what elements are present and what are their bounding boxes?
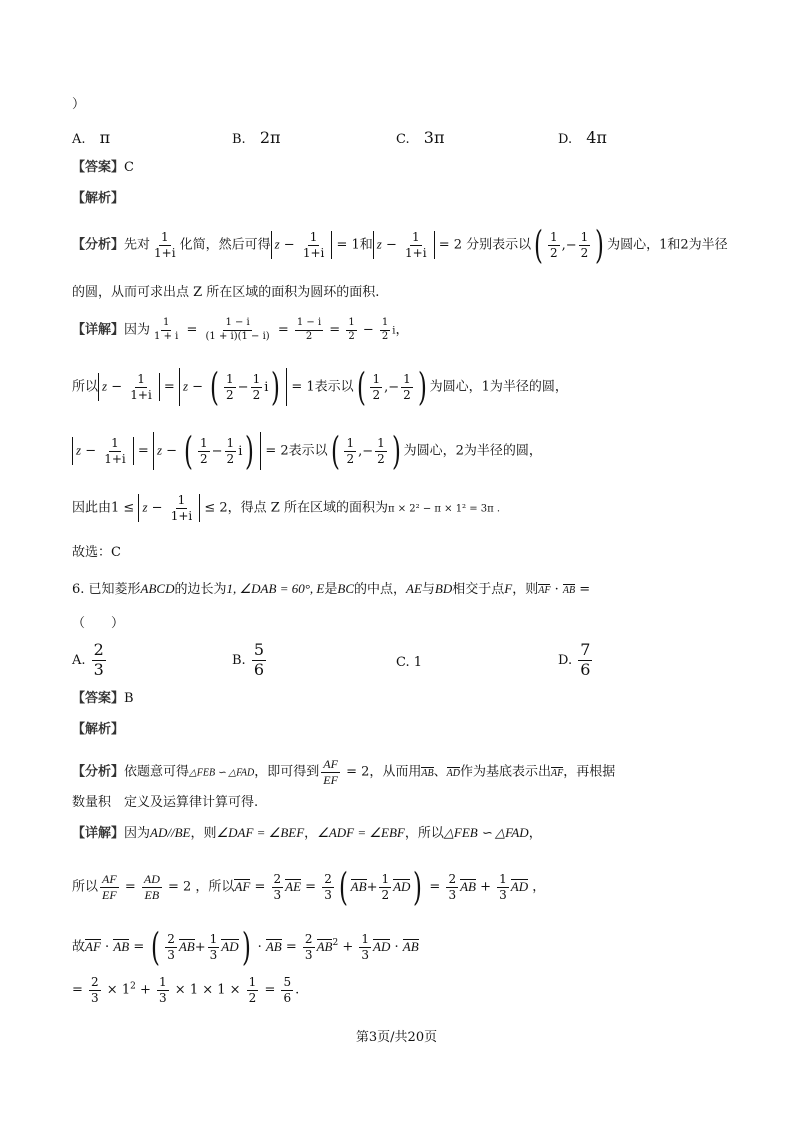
option-fraction: $\frac{5}{6}$ <box>253 640 265 679</box>
q6-fenxi-line2: 数量积 定义及运算律计算可得. <box>72 795 259 810</box>
q5-xj-line3: z − $\frac{1}{1+i}$ = z − ( $\frac{1}{2}$ − $\frac{1}{2}$ i ) = 2表示以 ( $\frac{1}{2}$ ,− $\frac{1}{2}$ ) 为圆心，2为半径的圆， <box>72 432 542 470</box>
area-formula: π × 2² − π × 1² = 3π . <box>387 503 501 515</box>
xj-text: 因为 <box>124 322 151 338</box>
fenxi-text: 1和2为半径 <box>659 237 728 253</box>
fraction: $\frac{2}{3}$ <box>324 871 332 902</box>
option-label: B. <box>232 132 246 147</box>
vector-af: AF <box>234 878 251 894</box>
modulus-expr: z − $\frac{1}{1+i}$ <box>72 437 134 465</box>
analysis-tag: 【解析】 <box>72 191 125 206</box>
stem-text: 的边长为 <box>174 582 227 597</box>
option-label: C. <box>396 132 410 147</box>
stem-math: AE <box>406 581 422 596</box>
fraction: $\frac{1 - i}{(1 + i)(1 - i)}$ <box>205 317 270 342</box>
fenxi-tag: 【分析】 <box>72 237 125 253</box>
answer-value: C <box>124 160 134 175</box>
vector-af: AF <box>538 585 551 596</box>
option-value: 4π <box>586 128 607 147</box>
stem-math: F <box>504 581 513 596</box>
option-label: C. <box>396 655 410 670</box>
xj-text: 为圆心，1为半径的圆， <box>429 379 568 395</box>
stem-math: BC <box>337 581 354 596</box>
q6-stem: 6. 已知菱形ABCD的边长为1, ∠DAB = 60°, E是BC的中点，AE与BD相交于点F，则AF · AB = <box>72 581 591 597</box>
center-point: ( $\frac{1}{2}$ ,− $\frac{1}{2}$ ) <box>356 365 427 409</box>
xiangjie-tag: 【详解】 <box>72 322 125 338</box>
q5-option-a <box>72 128 110 147</box>
q5-analysis-heading <box>72 192 124 205</box>
xj-text: 因为 <box>124 826 151 841</box>
q5-answer <box>72 161 134 174</box>
q6-xj-line3: 故AF · AB = ( $\frac{2}{3}$ AB + $\frac{1}{3}$ AD ) · AB = $\frac{2}{3}$ $AB^2$ + $\frac{1}{3}$ AD · AB <box>72 925 419 969</box>
q5-xj-line4: 因此由1 ≤ z − $\frac{1}{1+i}$ ≤ 2，得点 Z 所在区域的面积为π × 2² − π × 1² = 3π . <box>72 493 501 523</box>
modulus-expr: z − ( $\frac{1}{2}$ − $\frac{1}{2}$ i ) <box>153 432 261 470</box>
fenxi-text: 先对 <box>124 237 151 253</box>
modulus-expr: z − ( $\frac{1}{2}$ − $\frac{1}{2}$ i ) <box>179 368 287 406</box>
vector-af: AF <box>551 767 564 779</box>
stem-text: 的中点， <box>354 582 407 597</box>
option-label: A. <box>72 652 86 668</box>
xj-text: ，所以 <box>195 879 235 895</box>
fraction: $\frac{1}{3}$ <box>499 871 507 902</box>
modulus-expr: z − $\frac{1}{1+i}$ <box>373 231 435 259</box>
fenxi-text: ，即可得到 <box>254 764 320 780</box>
xj-math: ∠ADF = ∠EBF <box>317 825 405 840</box>
q6-xj-line4: = $\frac{2}{3}$ × $1^2$ + $\frac{1}{3}$ × 1 × 1 × $\frac{1}{2}$ = $\frac{5}{6}$ . <box>72 975 300 1005</box>
xj-text: 所以 <box>72 879 99 895</box>
option-value: 2π <box>259 128 281 147</box>
q5-choose: 故选：C <box>72 545 121 560</box>
q5-option-c <box>396 128 444 147</box>
option-fraction: $\frac{7}{6}$ <box>580 640 591 679</box>
xj-text: ， <box>304 826 318 841</box>
answer-value: B <box>124 691 134 706</box>
xj-math: AD//BE <box>150 825 191 840</box>
page-footer: 第3页/共20页 <box>355 1030 438 1045</box>
q5-paren-close: ） <box>72 97 86 112</box>
q6-analysis-heading <box>72 723 124 736</box>
fenxi-text: 为圆心， <box>607 237 660 253</box>
fraction: $\frac{2}{3}$ <box>448 871 457 902</box>
option-value: 3π <box>423 128 445 147</box>
modulus-expr: z − $\frac{1}{1+i}$ <box>98 373 160 401</box>
stem-text: 相交于点 <box>452 582 505 597</box>
similar-triangles: △FEB ∽ △FAD <box>189 767 255 779</box>
option-label: D. <box>558 132 573 147</box>
option-label: D. <box>558 652 573 668</box>
xiangjie-tag: 【详解】 <box>72 826 125 841</box>
q6-stem-paren: （ ） <box>72 616 125 631</box>
option-value: 1 <box>413 655 423 670</box>
answer-tag: 【答案】 <box>72 160 125 175</box>
analysis-tag: 【解析】 <box>72 722 125 737</box>
q5-fenxi: 【分析】先对 $\frac{1}{1+i}$ 化简，然后可得 z − $\frac{1}{1+i}$ = 1和 z − $\frac{1}{1+i}$ = 2 分别表示以 ( $\frac{1}{2}$ ,− $\frac{1}{2}$ ) 为圆心，1和2为半径 <box>72 223 728 267</box>
modulus-expr: z − $\frac{1}{1+i}$ <box>271 231 333 259</box>
fraction: $\frac{1}{2}$ <box>348 317 355 342</box>
fraction: $\frac{AF}{EF}$ <box>102 871 117 902</box>
fraction: $\frac{2}{3}$ <box>273 871 282 902</box>
stem-math: ABCD <box>140 581 175 596</box>
stem-math: BD <box>434 581 453 596</box>
vector-ab: AB <box>421 767 434 779</box>
stem-text: ，则 <box>512 582 539 597</box>
fenxi-text: 化简，然后可得 <box>179 237 271 253</box>
modulus-expr: z − $\frac{1}{1+i}$ <box>138 494 200 522</box>
q5-option-b <box>232 128 281 147</box>
ratio-af-ef: $\frac{AF}{EF}$ <box>323 757 338 787</box>
q6-answer <box>72 692 134 705</box>
xj-text: 表示以 <box>314 379 354 395</box>
xj-text: 为圆心，2为半径的圆， <box>403 443 542 459</box>
xj-text: . <box>295 982 300 998</box>
xj-math: ∠DAF = ∠BEF <box>216 825 305 840</box>
stem-text: 是 <box>324 582 338 597</box>
fraction: $\frac{1}{1 + i}$ <box>154 317 179 342</box>
fenxi-text: 依题意可得 <box>124 764 190 780</box>
fenxi-text: 和 <box>359 237 373 253</box>
stem-text: 与 <box>421 582 435 597</box>
center-point: ( $\frac{1}{2}$ ,− $\frac{1}{2}$ ) <box>330 429 401 473</box>
vector-ae: AE <box>285 878 302 894</box>
fraction-1-over-1-plus-i: $\frac{1}{1+i}$ <box>154 229 176 260</box>
fenxi-text: 分别表示以 <box>466 237 532 253</box>
q5-xj-line2: 所以 z − $\frac{1}{1+i}$ = z − ( $\frac{1}{2}$ − $\frac{1}{2}$ i ) = 1表示以 ( $\frac{1}{2}$ ,− $\frac{1}{2}$ ) 为圆心，1为半径的圆， <box>72 365 568 409</box>
q6-xj-line2: 所以 $\frac{AF}{EF}$ = $\frac{AD}{EB}$ = 2 ，所以AF = $\frac{2}{3}$ AE = $\frac{2}{3}$ ( AB + $\frac{1}{2}$ AD ) = $\frac{2}{3}$ AB + $\frac{1}{3}$ AD ， <box>72 865 546 909</box>
xj-text: ，则 <box>190 826 217 841</box>
xj-text: ，所以 <box>404 826 444 841</box>
vector-ab: AB <box>562 585 576 596</box>
xj-text: ，得点 Z 所在区域的面积为 <box>227 500 388 516</box>
xj-text: 表示以 <box>288 443 328 459</box>
fenxi-text: ，再根据 <box>563 764 616 780</box>
q5-option-d <box>558 128 607 147</box>
xj-text: 因此由 <box>72 500 112 516</box>
q6-option-b <box>232 642 268 679</box>
option-fraction: $\frac{2}{3}$ <box>93 640 104 679</box>
fenxi-text: ，从而用 <box>369 764 422 780</box>
fenxi-text: 作为基底表示出 <box>459 764 551 780</box>
q6-xiangjie <box>72 826 542 840</box>
option-value: π <box>99 128 111 147</box>
fraction: $\frac{1 - i}{2}$ <box>296 317 322 342</box>
fraction: $\frac{AD}{EB}$ <box>143 871 160 902</box>
q5-fenxi-line2: 的圆，从而可求出点 Z 所在区域的面积为圆环的面积. <box>72 285 380 300</box>
q6-option-a <box>72 642 108 679</box>
stem-text: 6. 已知菱形 <box>72 582 141 597</box>
q6-option-d <box>558 642 594 679</box>
q5-xiangjie: 【详解】因为 $\frac{1}{1 + i}$ = $\frac{1 - i}{(1 + i)(1 - i)}$ = $\frac{1 - i}{2}$ = $\frac{1}{2}$ − $\frac{1}{2}$ i， <box>72 317 409 342</box>
option-label: B. <box>232 652 246 668</box>
q6-fenxi: 【分析】依题意可得△FEB ∽ △FAD，即可得到 $\frac{AF}{EF}$ = 2，从而用AB、AD作为基底表示出AF，再根据 <box>72 757 616 787</box>
xj-text: 所以 <box>72 379 99 395</box>
xj-math: △FEB ∽ △FAD <box>443 825 529 840</box>
answer-tag: 【答案】 <box>72 691 125 706</box>
option-label: A. <box>72 132 86 147</box>
vector-ad: AD <box>446 767 460 779</box>
center-point: ( $\frac{1}{2}$ ,− $\frac{1}{2}$ ) <box>534 223 605 267</box>
fenxi-tag: 【分析】 <box>72 764 125 780</box>
fenxi-text: 、 <box>433 764 447 780</box>
stem-math: 1, ∠DAB = 60°, E <box>226 581 325 596</box>
xj-text: 故 <box>72 939 86 955</box>
fraction: $\frac{1}{2}$ <box>381 317 389 342</box>
xj-text: ， <box>528 826 542 841</box>
q6-option-c <box>396 655 422 670</box>
